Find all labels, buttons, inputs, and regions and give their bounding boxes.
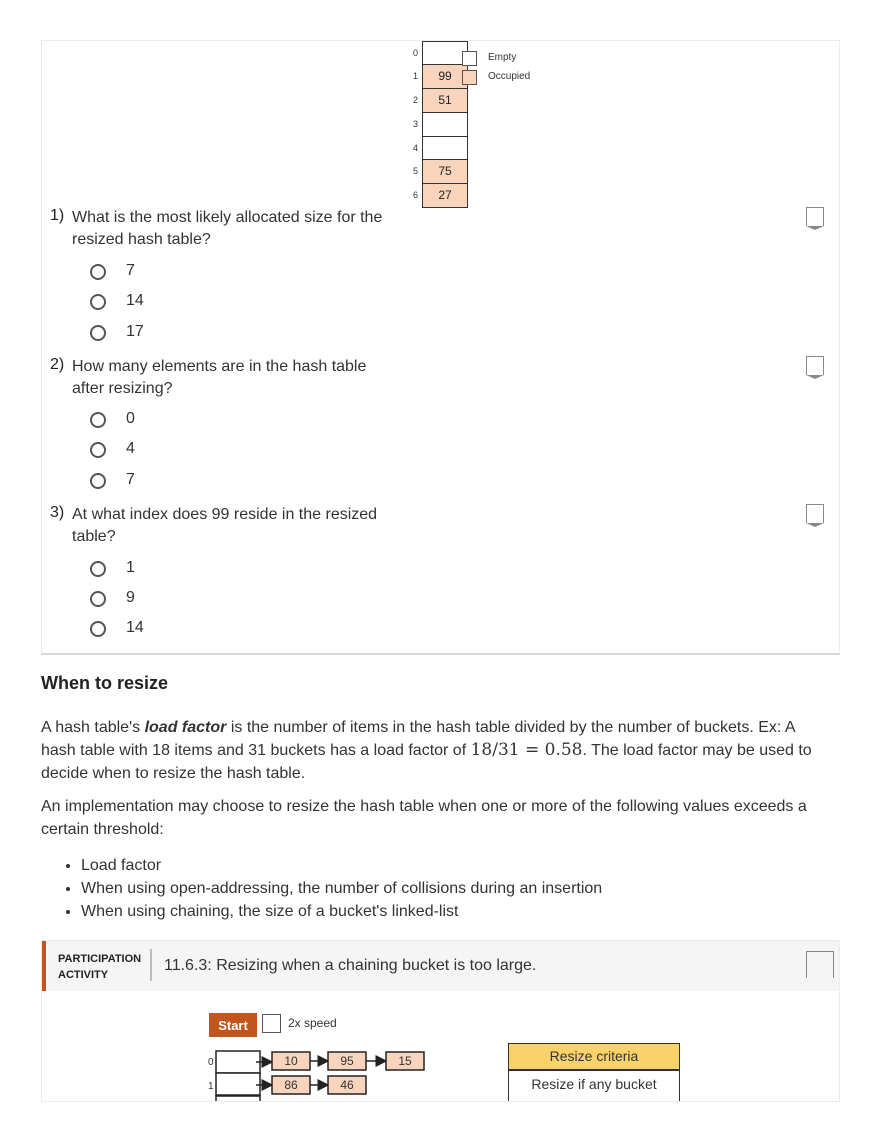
list-item: • When using chaining, the size of a bucket's linked-list xyxy=(81,900,602,923)
bucket-cell xyxy=(422,136,468,161)
activity-tag xyxy=(58,951,141,983)
option-label: 17 xyxy=(126,323,144,340)
bucket-slot xyxy=(216,1096,260,1102)
completion-checkbox-icon xyxy=(806,356,824,375)
row-index: 6 xyxy=(412,190,418,200)
option-label: 4 xyxy=(126,440,135,457)
chain-node-value: 15 xyxy=(398,1054,412,1068)
activity-tag-line: ACTIVITY xyxy=(58,969,109,981)
row-index: 1 xyxy=(412,71,418,81)
bucket-cell: 51 xyxy=(422,88,468,113)
bucket-cell: 27 xyxy=(422,183,468,208)
option-label: 7 xyxy=(126,471,135,488)
load-factor-formula: 18/31 = 0.58 xyxy=(470,740,583,760)
list-item: • Load factor xyxy=(81,854,602,877)
threshold-paragraph: An implementation may choose to resize the hash table when one or more of the following values exceeds a certain threshold: xyxy=(41,798,807,838)
question-number: 1) xyxy=(50,207,65,224)
radio-button[interactable] xyxy=(90,591,106,607)
completion-checkbox-icon xyxy=(806,951,834,978)
row-index: 4 xyxy=(412,143,418,153)
resize-criteria-heading: Resize criteria xyxy=(508,1043,680,1070)
legend-empty-label: Empty xyxy=(488,52,517,63)
option-label: 0 xyxy=(126,410,135,427)
hash-table-row xyxy=(382,183,482,207)
bucket-index: 0 xyxy=(208,1057,214,1068)
occupied-swatch xyxy=(462,70,477,85)
speed-checkbox[interactable] xyxy=(262,1014,281,1033)
radio-button[interactable] xyxy=(90,412,106,428)
option-label: 7 xyxy=(126,262,135,279)
para-text: . The load factor may be used to decide when to resize the hash table. xyxy=(41,742,812,782)
radio-button[interactable] xyxy=(90,561,106,577)
hash-table-row xyxy=(382,136,482,160)
participation-activity xyxy=(41,940,840,1102)
activity-title: 11.6.3: Resizing when a chaining bucket is too large. xyxy=(164,957,537,974)
row-index: 5 xyxy=(412,166,418,176)
chain-node-value: 95 xyxy=(340,1054,354,1068)
hash-table-row xyxy=(382,112,482,136)
question-number: 2) xyxy=(50,356,65,373)
row-index: 3 xyxy=(412,119,418,129)
option-label: 9 xyxy=(126,589,135,606)
question-number: 3) xyxy=(50,504,65,521)
empty-swatch xyxy=(462,51,477,66)
row-index: 0 xyxy=(412,48,418,58)
radio-button[interactable] xyxy=(90,325,106,341)
question-card xyxy=(41,40,840,655)
chain-node-value: 46 xyxy=(340,1078,354,1092)
activity-header xyxy=(42,941,840,991)
start-button[interactable]: Start xyxy=(209,1013,257,1037)
speed-label: 2x speed xyxy=(288,1016,337,1030)
activity-tag-line: PARTICIPATION xyxy=(58,953,142,965)
load-factor-term: load factor xyxy=(144,719,227,736)
para-text: is the number of items in the hash table divided by the number of buckets. Ex: A hash table with 18 items and 31 buckets has a load factor of xyxy=(41,719,795,759)
threshold-list xyxy=(41,854,602,923)
hash-table-row xyxy=(382,159,482,183)
radio-button[interactable] xyxy=(90,442,106,458)
row-index: 2 xyxy=(412,95,418,105)
resize-criteria-text: Resize if any bucket xyxy=(508,1070,680,1102)
option-label: 14 xyxy=(126,292,144,309)
question-text: What is the most likely allocated size for the resized hash table? xyxy=(72,209,383,248)
chain-node-value: 10 xyxy=(284,1054,298,1068)
question-text: How many elements are in the hash table after resizing? xyxy=(72,358,367,397)
question-text: At what index does 99 reside in the resized table? xyxy=(72,506,378,545)
bucket-cell xyxy=(422,112,468,137)
bucket-cell: 99 xyxy=(422,64,468,89)
para-text: A hash table's xyxy=(41,719,145,736)
header-divider xyxy=(150,949,152,981)
list-item: • When using open-addressing, the number of collisions during an insertion xyxy=(81,877,602,900)
section-heading: When to resize xyxy=(41,673,169,693)
radio-button[interactable] xyxy=(90,264,106,280)
chain-node-value: 86 xyxy=(284,1078,298,1092)
completion-checkbox-icon xyxy=(806,504,824,523)
legend-occupied-label: Occupied xyxy=(488,71,531,82)
option-label: 1 xyxy=(126,559,135,576)
radio-button[interactable] xyxy=(90,621,106,637)
bucket-index: 1 xyxy=(208,1081,214,1092)
completion-checkbox-icon xyxy=(806,207,824,226)
radio-button[interactable] xyxy=(90,473,106,489)
load-factor-paragraph xyxy=(41,716,831,785)
bucket-cell: 75 xyxy=(422,159,468,184)
bucket-slot xyxy=(216,1073,260,1095)
bucket-slot xyxy=(216,1051,260,1073)
option-label: 14 xyxy=(126,619,144,636)
hash-table-row xyxy=(382,88,482,112)
radio-button[interactable] xyxy=(90,294,106,310)
